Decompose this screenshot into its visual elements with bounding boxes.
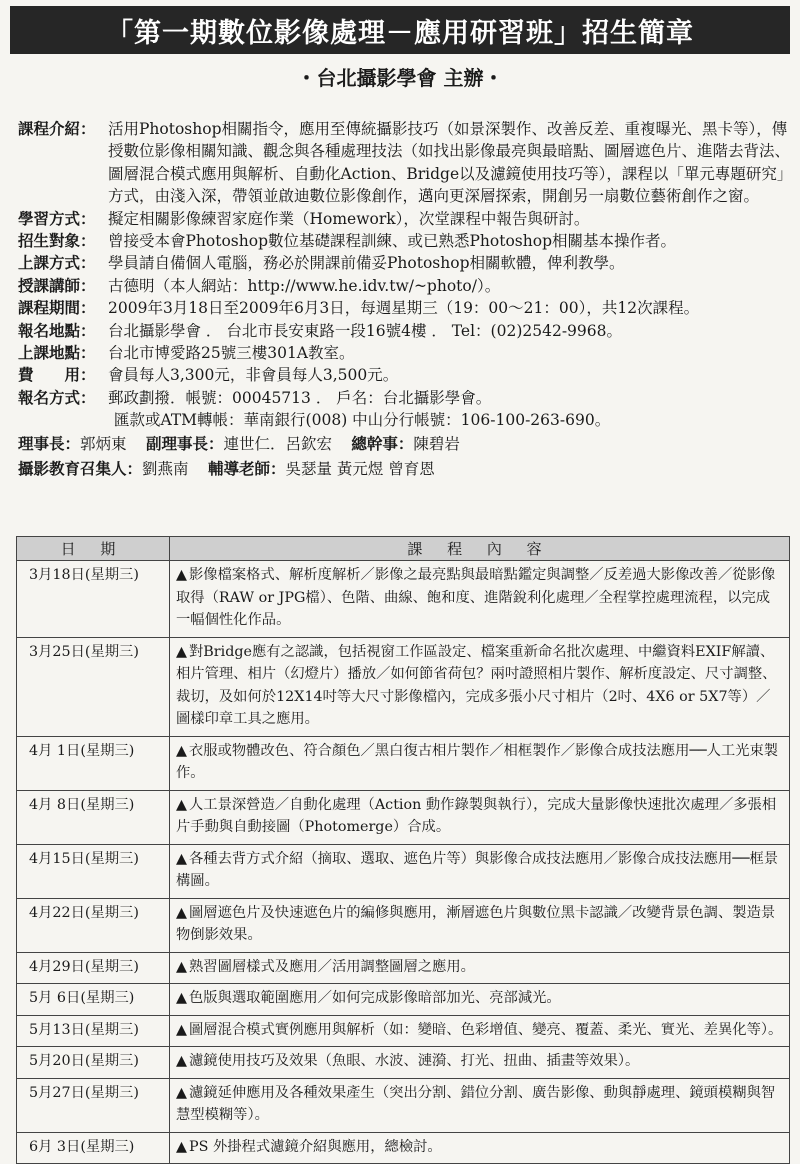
staff-title: 攝影教育召集人： (18, 459, 143, 478)
session-content: 熟習圖層樣式及應用／活用調整圖層之應用。 (189, 958, 475, 975)
triangle-bullet-icon: ▲ (176, 796, 187, 813)
session-date: 5月27日(星期三) (17, 1078, 170, 1132)
session-content-cell (170, 1015, 790, 1047)
session-content-cell (170, 984, 790, 1016)
info-value: 台北攝影學會 ． 台北市長安東路一段16號4樓 ． Tel：(02)2542-9968。 (108, 321, 623, 340)
triangle-bullet-icon: ▲ (176, 990, 187, 1006)
payment-transfer-line: 匯款或ATM轉帳：華南銀行(008) 中山分行帳號：106-100-263-690。 (114, 411, 611, 430)
info-row (18, 252, 790, 274)
session-content-cell (170, 844, 790, 898)
triangle-bullet-icon: ▲ (176, 1084, 187, 1101)
staff-name: 吳瑟量 黃元煜 曾育恩 (285, 459, 435, 478)
info-value: 台北市博愛路25號三樓301A教室。 (108, 344, 355, 363)
staff-title: 輔導老師： (207, 459, 286, 478)
triangle-bullet-icon: ▲ (176, 958, 187, 975)
schedule-row (17, 1047, 790, 1079)
session-content: 衣服或物體改色、符合顏色／黑白復古相片製作／相框製作／影像合成技法應用──人工光束製作。 (176, 742, 779, 781)
session-date: 5月 6日(星期三) (17, 984, 170, 1016)
session-date: 4月29日(星期三) (17, 952, 170, 984)
staff-title: 總幹事： (351, 434, 414, 453)
info-label: 招生對象： (18, 232, 96, 251)
session-date: 4月15日(星期三) (17, 844, 170, 898)
info-row (18, 320, 790, 342)
session-content: 色版與選取範圍應用／如何完成影像暗部加光、亮部減光。 (189, 990, 561, 1006)
info-row (18, 342, 790, 364)
session-content-cell (170, 1132, 790, 1164)
info-label: 授課講師： (18, 276, 96, 295)
triangle-bullet-icon: ▲ (176, 904, 187, 921)
session-date: 3月25日(星期三) (17, 637, 170, 736)
info-row (18, 297, 790, 319)
schedule-row (17, 1078, 790, 1132)
staff-name: 郭炳東 (80, 434, 127, 453)
info-row (18, 387, 790, 409)
session-content: 濾鏡使用技巧及效果（魚眼、水波、漣漪、打光、扭曲、插畫等效果）。 (189, 1053, 640, 1069)
info-value: 會員每人3,300元，非會員每人3,500元。 (108, 366, 399, 385)
session-content-cell (170, 1078, 790, 1132)
staff-name: 連世仁．呂欽宏 (223, 434, 332, 453)
session-content: 圖層遮色片及快速遮色片的編修與應用，漸層遮色片與數位黑卡認識／改變背景色調、製造景物倒影效果。 (176, 904, 776, 943)
info-value: 2009年3月18日至2009年6月3日，每週星期三（19：00～21：00），共12次課程。 (108, 299, 700, 318)
session-date: 4月22日(星期三) (17, 898, 170, 952)
info-label: 課程期間： (18, 299, 96, 318)
info-label: 費 用： (18, 366, 96, 385)
schedule-row (17, 561, 790, 638)
triangle-bullet-icon: ▲ (176, 1021, 187, 1038)
triangle-bullet-icon: ▲ (176, 567, 187, 583)
session-content-cell (170, 561, 790, 638)
staff-title: 理事長： (18, 434, 81, 453)
info-row (18, 230, 790, 252)
schedule-row (17, 637, 790, 736)
info-value: 活用Photoshop相關指令，應用至傳統攝影技巧（如景深製作、改善反差、重複曝光、黑卡等），傳授數位影像相關知識、觀念與各種處理技法（如找出影像最亮與最暗點、圖層遮色片、進階去背法、圖層混合模式應用與解析、自動化Action、Bridge以及濾鏡使用技巧等），課程以「單元專題研究」方式，由淺入深，帶領並啟迪數位影像創作，邁向更深層探索，開創另一扇數位藝術創作之窗。 (108, 120, 791, 206)
session-date: 5月20日(星期三) (17, 1047, 170, 1079)
session-date: 4月 1日(星期三) (17, 736, 170, 790)
content-column-header: 課 程 內 容 (170, 537, 790, 561)
session-date: 6月 3日(星期三) (17, 1132, 170, 1164)
info-label: 學習方式： (18, 209, 96, 228)
info-label: 上課地點： (18, 344, 96, 363)
info-row (18, 364, 790, 386)
schedule-header-row (17, 537, 790, 561)
session-content: 圖層混合模式實例應用與解析（如：變暗、色彩增值、變亮、覆蓋、柔光、實光、差異化等）。 (189, 1021, 783, 1038)
schedule-table (16, 536, 790, 1164)
info-label: 報名方式： (18, 388, 96, 407)
staff-line (18, 432, 790, 457)
triangle-bullet-icon: ▲ (176, 742, 187, 759)
triangle-bullet-icon: ▲ (176, 643, 187, 660)
schedule-row (17, 1132, 790, 1164)
info-value: 學員請自備個人電腦，務必於開課前備妥Photoshop相關軟體，俾利教學。 (108, 254, 625, 273)
session-content-cell (170, 736, 790, 790)
session-content-cell (170, 637, 790, 736)
session-date: 4月 8日(星期三) (17, 790, 170, 844)
staff-line (18, 457, 790, 482)
schedule-row (17, 844, 790, 898)
schedule-row (17, 790, 790, 844)
schedule-row (17, 952, 790, 984)
organizer-subtitle: ・台北攝影學會 主辦・ (296, 66, 504, 90)
triangle-bullet-icon: ▲ (176, 1053, 187, 1069)
schedule-row (17, 898, 790, 952)
info-label: 報名地點： (18, 321, 96, 340)
session-content: 各種去背方式介紹（摘取、選取、遮色片等）與影像合成技法應用／影像合成技法應用──框景構圖。 (176, 850, 779, 889)
info-row (18, 118, 790, 208)
session-content-cell (170, 790, 790, 844)
staff-name: 陳碧岩 (413, 434, 460, 453)
info-row (18, 275, 790, 297)
staff-title: 副理事長： (145, 434, 224, 453)
session-date: 5月13日(星期三) (17, 1015, 170, 1047)
session-content-cell (170, 952, 790, 984)
triangle-bullet-icon: ▲ (176, 850, 187, 867)
schedule-row (17, 1015, 790, 1047)
info-value: 古德明（本人網站：http://www.he.idv.tw/~photo/）。 (108, 276, 501, 295)
info-label: 上課方式： (18, 254, 96, 273)
info-value: 郵政劃撥．帳號：00045713 ． 戶名：台北攝影學會。 (108, 388, 492, 407)
info-value: 擬定相關影像練習家庭作業（Homework），次堂課程中報告與研討。 (108, 209, 590, 228)
session-content-cell (170, 1047, 790, 1079)
session-content: 人工景深營造／自動化處理（Action 動作錄製與執行），完成大量影像快速批次處理／多張相片手動與自動接圖（Photomerge）合成。 (176, 796, 777, 835)
session-content: 濾鏡延伸應用及各種效果產生（突出分割、錯位分割、廣告影像、動與靜處理、鏡頭模糊與智慧型模糊等）。 (176, 1084, 776, 1123)
page-title: 「第一期數位影像處理－應用研習班」招生簡章 (10, 6, 790, 54)
course-info (18, 118, 790, 482)
schedule-row (17, 736, 790, 790)
session-content: 對Bridge應有之認識，包括視窗工作區設定、檔案重新命名批次處理、中繼資料EXIF解讀、相片管理、相片（幻燈片）播放／如何節省荷包？兩吋證照相片製作、解析度設定、尺寸調整、裁切，及如何於12X14吋等大尺寸影像檔內，完成多張小尺寸相片（2吋、4X6 or 5X7等）／圖樣印章工具之應用。 (176, 643, 777, 727)
session-date: 3月18日(星期三) (17, 561, 170, 638)
triangle-bullet-icon: ▲ (176, 1138, 187, 1155)
date-column-header: 日 期 (17, 537, 170, 561)
staff-name: 劉燕南 (142, 459, 189, 478)
info-label: 課程介紹： (18, 120, 96, 138)
session-content-cell (170, 898, 790, 952)
session-content: 影像檔案格式、解析度解析／影像之最亮點與最暗點鑑定與調整／反差過大影像改善／從影像取得（RAW or JPG檔）、色階、曲線、飽和度、進階銳利化處理／全程掌控處理流程，以完成一幅個性化作品。 (176, 567, 776, 628)
info-row (18, 208, 790, 230)
info-value: 曾接受本會Photoshop數位基礎課程訓練、或已熟悉Photoshop相關基本操作者。 (108, 232, 676, 251)
schedule-row (17, 984, 790, 1016)
session-content: PS 外掛程式濾鏡介紹與應用，總檢討。 (189, 1138, 442, 1155)
